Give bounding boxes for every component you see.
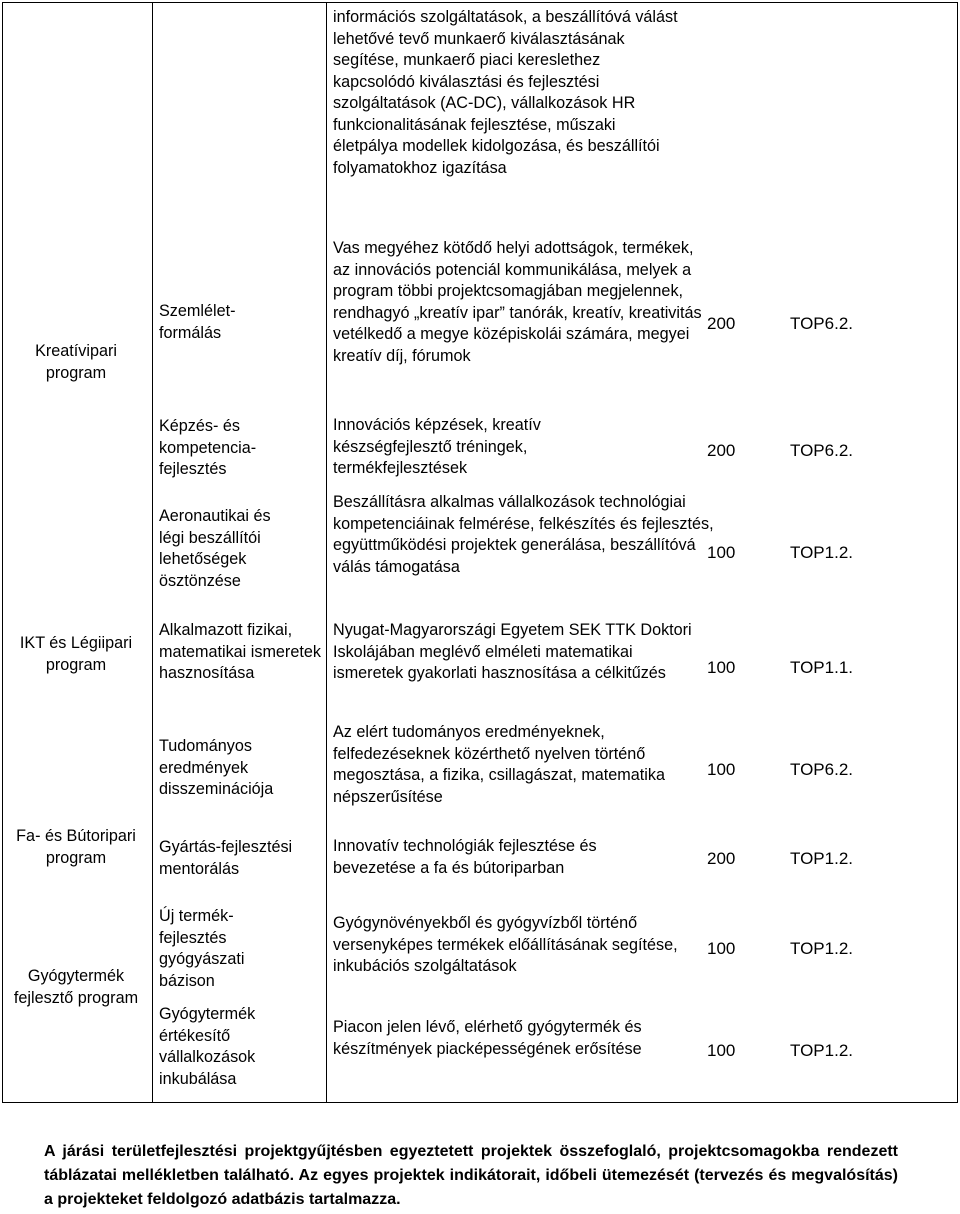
package-name: Alkalmazott fizikai, matematikai ismeretek hasznosítása [159,621,321,682]
table-right-border [957,2,958,1103]
funding-code: TOP1.2. [790,1041,853,1060]
description: Piacon jelen lévő, elérhető gyógytermék és készítmények piacképességének erősítése [333,1018,642,1058]
description: Az elért tudományos eredményeknek, felfedezéseknek közérthető nyelven történő megosztása, a fizika, csillagászat, matematika népszerűsítése [333,723,665,806]
funding-code: TOP6.2. [790,441,853,460]
amount-value: 200 [707,314,736,333]
footer-note: A járási területfejlesztési projektgyűjtésben egyeztetett projektek összefoglaló, projektcsomagokba rendezett táblázatai mellékletben található. Az egyes projektek indikátorait, időbeli ütemezését (tervezés és megvalósítás) a projekteket feldolgozó adatbázis tartalmazza. [44,1143,898,1208]
description: Nyugat-Magyarországi Egyetem SEK TTK Doktori Iskolájában meglévő elméleti matematikai ismeretek gyakorlati hasznosítása a célkitűzés [333,621,692,682]
package-name: Aeronautikai és légi beszállítói lehetőségek ösztönzése [159,507,271,590]
description: Gyógynövényekből és gyógyvízből történő versenyképes termékek előállításának segítése, inkubációs szolgáltatások [333,914,678,975]
program-name: Gyógytermék fejlesztő program [13,967,139,1007]
funding-code: TOP1.2. [790,543,853,562]
program-name: Kreatívipari program [35,342,117,382]
funding-code: TOP1.2. [790,849,853,868]
table-top-border [2,2,957,3]
table-left-border [2,2,3,1103]
description: Innovációs képzések, kreatív készségfejlesztő tréningek, termékfejlesztések [333,416,541,477]
description: információs szolgáltatások, a beszállítóvá válást lehetővé tevő munkaerő kiválasztásának segítése, munkaerő piaci kereslethez kapcsolódó kiválasztási és fejlesztési szolgáltatások (AC-DC), vállalkozások HR funkcionalitásának fejlesztése, műszaki életpálya modellek kidolgozása, és beszállítói folyamatokhoz igazítása [333,8,678,177]
description: Vas megyéhez kötődő helyi adottságok, termékek, az innovációs potenciál kommunikálása, melyek a program többi projektcsomagjában megjelennek, rendhagyó „kreatív ipar” tanórák, kreatív, kreativitás vetélkedő a megye középiskolái számára, megyei kreatív díj, fórumok [333,239,702,365]
amount-value: 200 [707,849,736,868]
amount-value: 100 [707,658,736,677]
amount-value: 100 [707,939,736,958]
package-name: Szemlélet-formálás [159,302,236,342]
amount-value: 100 [707,543,736,562]
amount-value: 100 [707,1041,736,1060]
description: Innovatív technológiák fejlesztése és bevezetése a fa és bútoriparban [333,837,597,877]
description: Beszállításra alkalmas vállalkozások technológiai kompetenciáinak felmérése, felkészítés és fejlesztés, együttműködési projektek generálása, beszállítóvá válás támogatása [333,493,714,576]
col-divider-1 [152,2,153,1103]
package-name: Tudományos eredmények disszeminációja [159,737,274,798]
package-name: Gyógytermék értékesítő vállalkozások inkubálása [159,1005,256,1088]
funding-code: TOP6.2. [790,760,853,779]
col-divider-2 [326,2,327,1103]
funding-code: TOP1.1. [790,658,853,677]
package-name: Képzés- és kompetencia-fejlesztés [159,417,257,478]
funding-code: TOP6.2. [790,314,853,333]
program-name: IKT és Légiipari program [19,634,133,674]
amount-value: 200 [707,441,736,460]
program-name: Fa- és Bútoripari program [16,827,136,867]
amount-value: 100 [707,760,736,779]
table-bottom-border [2,1102,957,1103]
funding-code: TOP1.2. [790,939,853,958]
package-name: Új termék-fejlesztés gyógyászati bázison [159,907,245,990]
package-name: Gyártás-fejlesztési mentorálás [159,838,293,878]
